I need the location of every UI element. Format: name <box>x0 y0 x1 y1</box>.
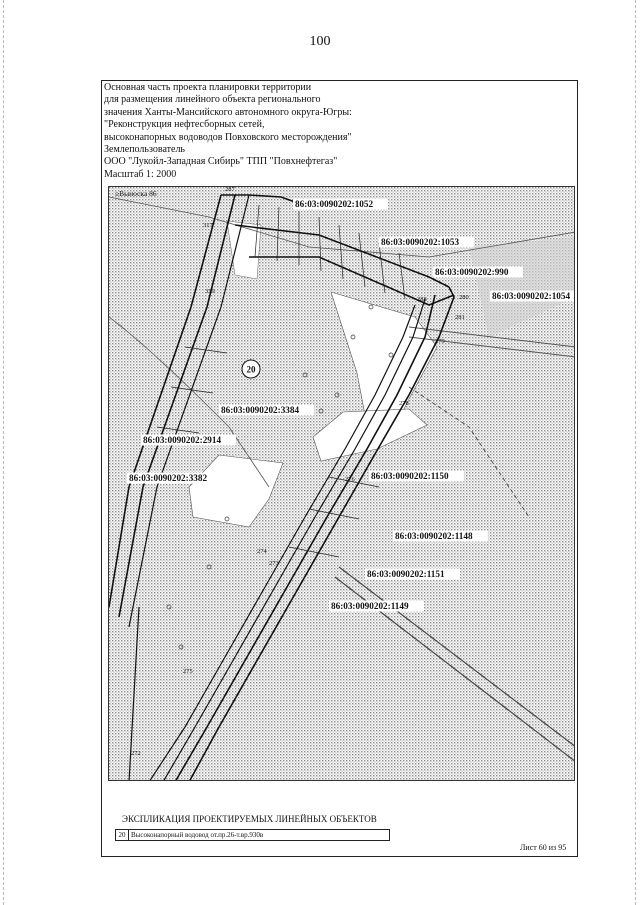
point-label: 273 <box>269 560 279 567</box>
parcel-label: 86:03:0090202:1149 <box>331 601 409 611</box>
callout-label: ≥Выноска 86 <box>115 189 157 198</box>
parcel-label: 86:03:0090202:1148 <box>395 531 473 541</box>
title-line: "Реконструкция нефтесборных сетей, <box>104 119 265 131</box>
map-drawing <box>109 187 575 781</box>
explication-number: 20 <box>116 830 129 840</box>
point-label: 280 <box>459 294 469 301</box>
parcel-label: 86:03:0090202:1054 <box>492 291 571 301</box>
title-line: значения Ханты-Мансийского автономного округа-Югры: <box>104 106 352 118</box>
point-label: 278 <box>399 400 409 407</box>
parcel-label: 86:03:0090202:2914 <box>143 435 222 445</box>
point-label: 275 <box>183 668 193 675</box>
parcel-label: 86:03:0090202:3382 <box>129 473 208 483</box>
parcel-label: 86:03:0090202:3384 <box>221 405 300 415</box>
cadastral-map <box>108 186 575 781</box>
point-label: 281 <box>455 314 465 321</box>
title-line: высоконапорных водоводов Повховского месторождения" <box>104 131 352 143</box>
scale-label: Масштаб 1: 2000 <box>104 168 177 180</box>
sheet-number: Лист 60 из 95 <box>520 843 567 852</box>
page-number: 100 <box>309 34 331 49</box>
point-label: 319 <box>205 288 215 295</box>
title-line: Основная часть проекта планировки территории <box>104 82 312 93</box>
title-block <box>104 82 574 181</box>
explication-text: Высоконапорный водовод от.пр.26-т.вр.930в <box>131 831 264 839</box>
point-label: 317 <box>203 222 213 229</box>
parcel-label: 86:03:0090202:1151 <box>367 569 445 579</box>
parcel-label: 86:03:0090202:1052 <box>295 199 374 209</box>
explication-row <box>115 829 390 841</box>
land-user-heading: Землепользователь <box>104 144 185 156</box>
page-edge-right <box>635 0 637 905</box>
page-edge-left <box>3 0 5 905</box>
point-label: 272 <box>131 750 141 757</box>
object-number-marker <box>242 360 260 378</box>
explication-title: ЭКСПЛИКАЦИЯ ПРОЕКТИРУЕМЫХ ЛИНЕЙНЫХ ОБЪЕКТОВ <box>122 814 377 824</box>
point-label: 288 <box>417 296 427 303</box>
point-label: 287 <box>225 187 235 193</box>
title-line: для размещения линейного объекта регионального <box>104 94 321 106</box>
parcel-label: 86:03:0090202:990 <box>435 267 509 277</box>
land-user-name: ООО "Лукойл-Западная Сибирь" ТПП "Повхнефтегаз" <box>104 156 338 168</box>
point-label: 274 <box>257 548 267 555</box>
point-label: 276 <box>345 476 355 483</box>
parcel-label: 86:03:0090202:1150 <box>371 471 449 481</box>
parcel-label: 86:03:0090202:1053 <box>381 237 460 247</box>
point-label: 279 <box>435 338 445 345</box>
object-number: 20 <box>246 364 256 375</box>
